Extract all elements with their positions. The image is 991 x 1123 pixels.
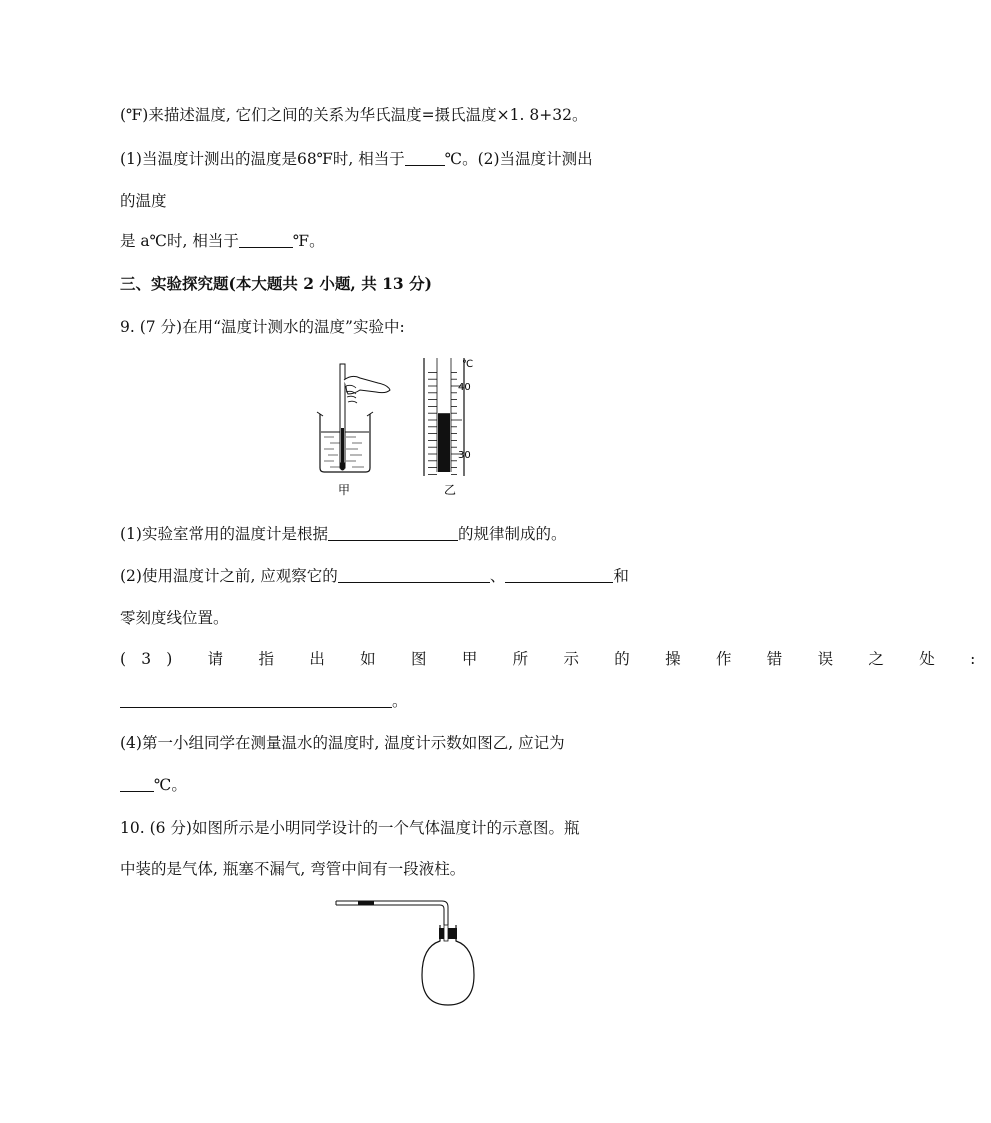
tick-label-30: 30	[458, 450, 471, 461]
question-9-3-answer	[120, 690, 408, 712]
text-segment: 。	[392, 692, 408, 710]
text-segment: (1)实验室常用的温度计是根据	[120, 525, 328, 543]
intro-line: (℉)来描述温度, 它们之间的关系为华氏温度=摄氏温度×1. 8+32。	[120, 106, 588, 124]
text-segment: 的规律制成的。	[457, 525, 567, 543]
tick-label-40: 40	[458, 382, 471, 393]
label-jia: 甲	[337, 483, 351, 497]
question-9-4-answer	[120, 774, 187, 796]
answer-blank[interactable]	[405, 150, 445, 166]
thermometer-scale-figure	[424, 358, 473, 476]
beaker-figure	[317, 364, 390, 472]
question-9-2	[120, 565, 629, 587]
answer-blank[interactable]	[239, 232, 293, 248]
label-yi: 乙	[443, 483, 457, 497]
question-8-part1	[120, 148, 593, 170]
flask	[422, 925, 474, 1005]
text-segment: ℃。	[154, 776, 187, 794]
answer-blank[interactable]	[328, 525, 458, 541]
text-segment: 和	[613, 567, 629, 585]
text-segment: (1)当温度计测出的温度是68℉时, 相当于	[120, 150, 405, 168]
text-segment: 、	[489, 567, 506, 585]
answer-blank[interactable]	[338, 567, 490, 583]
question-9-3: (3) 请 指 出 如 图 甲 所 示 的 操 作 错 误 之 处 :	[120, 650, 991, 668]
figure-9	[300, 350, 500, 500]
question-9-2-continuation: 零刻度线位置。	[120, 609, 229, 627]
text-segment: (2)使用温度计之前, 应观察它的	[120, 567, 338, 585]
answer-blank[interactable]	[505, 567, 613, 583]
question-9-4: (4)第一小组同学在测量温水的温度时, 温度计示数如图乙, 应记为	[120, 734, 565, 752]
liquid-column	[438, 413, 450, 472]
bent-tube	[336, 901, 448, 935]
answer-blank[interactable]	[120, 776, 154, 792]
section-heading: 三、实验探究题(本大题共 2 小题, 共 13 分)	[120, 274, 432, 293]
question-8-continuation: 的温度	[120, 192, 167, 210]
text-segment: ℉。	[292, 232, 325, 250]
figure-10-flask	[330, 895, 490, 1020]
question-8-part2	[120, 230, 325, 252]
unit-label: ℃	[462, 359, 474, 370]
question-10-stem: 10. (6 分)如图所示是小明同学设计的一个气体温度计的示意图。瓶	[120, 819, 580, 837]
answer-blank[interactable]	[120, 692, 392, 708]
question-9-1	[120, 523, 566, 545]
text-segment: 是 a℃时, 相当于	[120, 232, 239, 250]
question-10-stem-continuation: 中装的是气体, 瓶塞不漏气, 弯管中间有一段液柱。	[120, 860, 466, 878]
question-9-stem: 9. (7 分)在用“温度计测水的温度”实验中:	[120, 318, 405, 336]
liquid-column	[358, 901, 374, 905]
text-segment: ℃。(2)当温度计测出	[444, 150, 593, 168]
